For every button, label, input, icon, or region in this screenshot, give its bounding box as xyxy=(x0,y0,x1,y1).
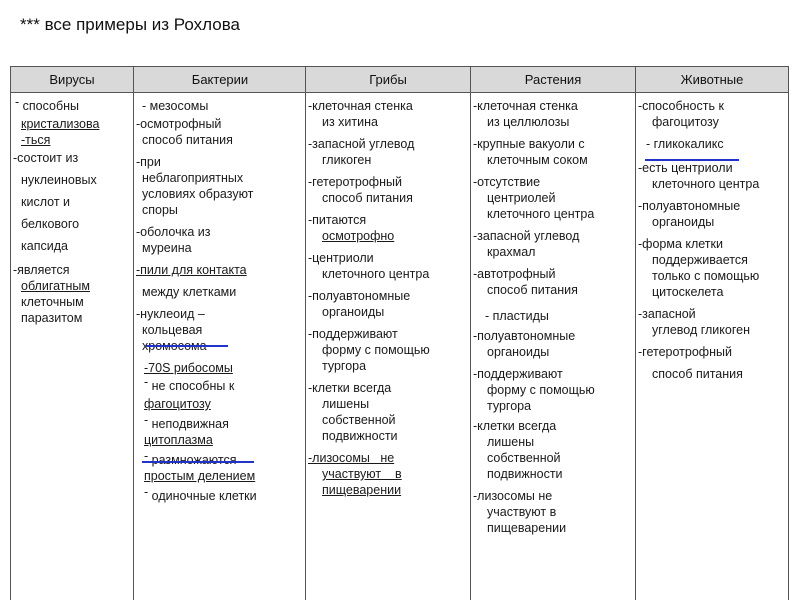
note-title: *** все примеры из Рохлова xyxy=(20,15,241,34)
column-divider xyxy=(635,67,636,600)
animals-item: -способность к фагоцитозу xyxy=(638,99,724,129)
fungi-item: -центриоли клеточного центра xyxy=(308,251,430,281)
bacteria-item: -оболочка из муреина xyxy=(136,225,211,255)
animals-item: -запасной углевод гликоген xyxy=(638,307,750,337)
header-plants: Растения xyxy=(524,72,582,87)
plants-item: -клетки всегда лишены собственной подвижности xyxy=(473,419,563,481)
bacteria-item: -осмотрофный способ питания xyxy=(136,117,233,147)
plants-item: -полуавтономные органоиды xyxy=(473,329,576,359)
fungi-item: -питаются осмотрофно xyxy=(308,213,395,243)
fungi-item: -гетеротрофный способ питания xyxy=(308,175,413,205)
bacteria-item: -нуклеоид – кольцевая хромосома xyxy=(136,307,207,353)
table-header-row xyxy=(11,67,788,93)
blue-underline-mark xyxy=(645,159,739,161)
fungi-item: -полуавтономные органоиды xyxy=(308,289,411,319)
plants-item: - пластиды xyxy=(485,309,549,323)
header-viruses: Вирусы xyxy=(49,72,95,87)
bacteria-item: - не способны к фагоцитозу xyxy=(144,375,235,411)
plants-item: -лизосомы не участвуют в пищеварении xyxy=(473,489,567,535)
animals-item: -форма клетки поддерживается только с помощью цитоскелета xyxy=(638,237,760,299)
plants-item: -запасной углевод крахмал xyxy=(473,229,580,259)
bacteria-item: - неподвижная цитоплазма xyxy=(144,413,229,447)
bacteria-item: -при неблагоприятных условиях образуют споры xyxy=(136,155,254,217)
header-fungi: Грибы xyxy=(369,72,407,87)
comparison-table xyxy=(10,66,789,600)
bacteria-item: -пили для контакта между клетками xyxy=(136,263,247,299)
animals-item: -есть центриоли клеточного центра xyxy=(638,161,760,191)
bacteria-item: -70S рибосомы xyxy=(144,361,233,375)
fungi-item: -поддерживают форму с помощью тургора xyxy=(308,327,430,373)
fungi-item: -клетки всегда лишены собственной подвижности xyxy=(308,381,398,443)
animals-item: -полуавтономные органоиды xyxy=(638,199,741,229)
plants-item: -крупные вакуоли с клеточным соком xyxy=(473,137,588,167)
bacteria-item: - одиночные клетки xyxy=(144,485,257,503)
column-divider xyxy=(133,67,134,600)
header-bacteria: Бактерии xyxy=(191,72,249,87)
animals-item: -гетеротрофный способ питания xyxy=(638,345,743,381)
header-animals: Животные xyxy=(680,72,744,87)
fungi-item: -клеточная стенка из хитина xyxy=(308,99,413,129)
bacteria-item: - размножаются простым делением xyxy=(144,449,256,483)
plants-item: -поддерживают форму с помощью тургора xyxy=(473,367,595,413)
plants-item: -автотрофный способ питания xyxy=(473,267,578,297)
column-divider xyxy=(305,67,306,600)
animals-item: - гликокаликс xyxy=(646,137,724,151)
fungi-item: -запасной углевод гликоген xyxy=(308,137,415,167)
viruses-item: -является облигатным клеточным паразитом xyxy=(13,263,90,325)
column-divider xyxy=(470,67,471,600)
plants-item: -отсутствие центриолей клеточного центра xyxy=(473,175,595,221)
viruses-item: - способны кристализова -ться xyxy=(15,95,100,147)
plants-item: -клеточная стенка из целлюлозы xyxy=(473,99,578,129)
blue-underline-mark xyxy=(142,461,254,463)
viruses-item: -состоит из нуклеиновых кислот и белкового капсида xyxy=(13,151,97,253)
bacteria-item: - мезосомы xyxy=(142,99,209,113)
blue-underline-mark xyxy=(146,345,228,347)
fungi-item: -лизосомы не участвуют в пищеварении xyxy=(308,451,402,497)
